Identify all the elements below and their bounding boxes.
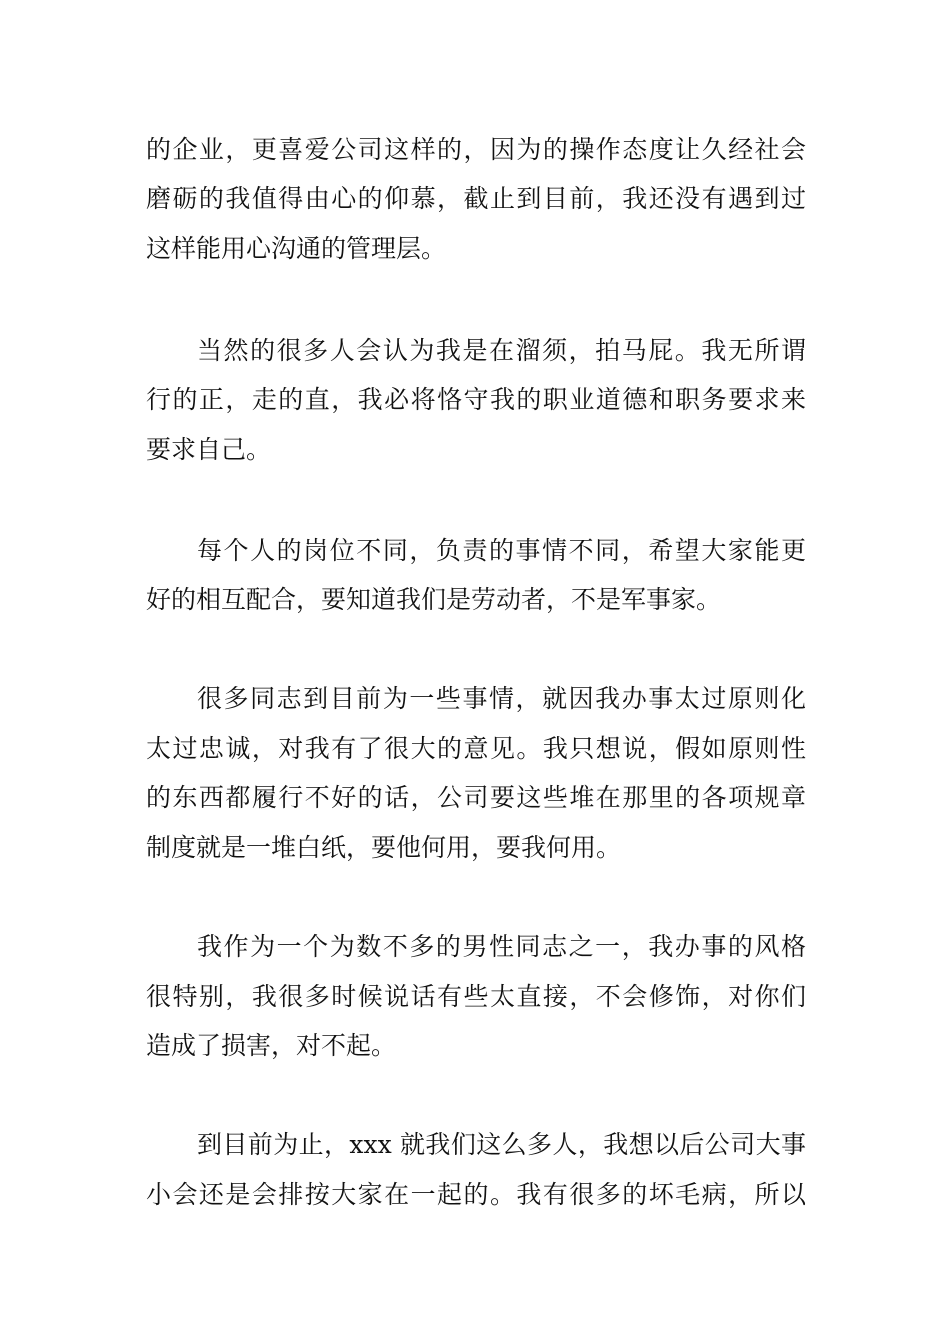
paragraph-4-line-2: 太过忠诚，对我有了很大的意见。我只想说，假如原则性: [146, 734, 806, 763]
paragraph-4-line-1: 很多同志到目前为一些事情，就因我办事太过原则化: [197, 684, 806, 713]
paragraph-2-line-2: 行的正，走的直，我必将恪守我的职业道德和职务要求来: [146, 385, 806, 414]
paragraph-1-line-1: 的企业，更喜爱公司这样的，因为的操作态度让久经社会: [146, 135, 806, 164]
paragraph-2-line-3: 要求自己。: [146, 435, 272, 464]
paragraph-3-line-1: 每个人的岗位不同，负责的事情不同，希望大家能更: [197, 536, 806, 565]
paragraph-3-line-2: 好的相互配合，要知道我们是劳动者，不是军事家。: [146, 585, 722, 614]
paragraph-4-line-4: 制度就是一堆白纸，要他何用，要我何用。: [146, 833, 622, 862]
paragraph-5-line-3: 造成了损害，对不起。: [146, 1031, 397, 1060]
paragraph-4-line-3: 的东西都履行不好的话，公司要这些堆在那里的各项规章: [146, 783, 806, 812]
paragraph-1-line-3: 这样能用心沟通的管理层。: [146, 234, 447, 263]
paragraph-5-line-1: 我作为一个为数不多的男性同志之一，我办事的风格: [197, 932, 806, 961]
paragraph-5-line-2: 很特别，我很多时候说话有些太直接，不会修饰，对你们: [146, 982, 806, 1011]
paragraph-6-line-1: 到目前为止，xxx 就我们这么多人，我想以后公司大事: [197, 1130, 806, 1159]
paragraph-1-line-2: 磨砺的我值得由心的仰慕，截止到目前，我还没有遇到过: [146, 184, 806, 213]
paragraph-6-line-2: 小会还是会排按大家在一起的。我有很多的坏毛病，所以: [146, 1180, 806, 1209]
paragraph-2-line-1: 当然的很多人会认为我是在溜须，拍马屁。我无所谓: [197, 336, 806, 365]
